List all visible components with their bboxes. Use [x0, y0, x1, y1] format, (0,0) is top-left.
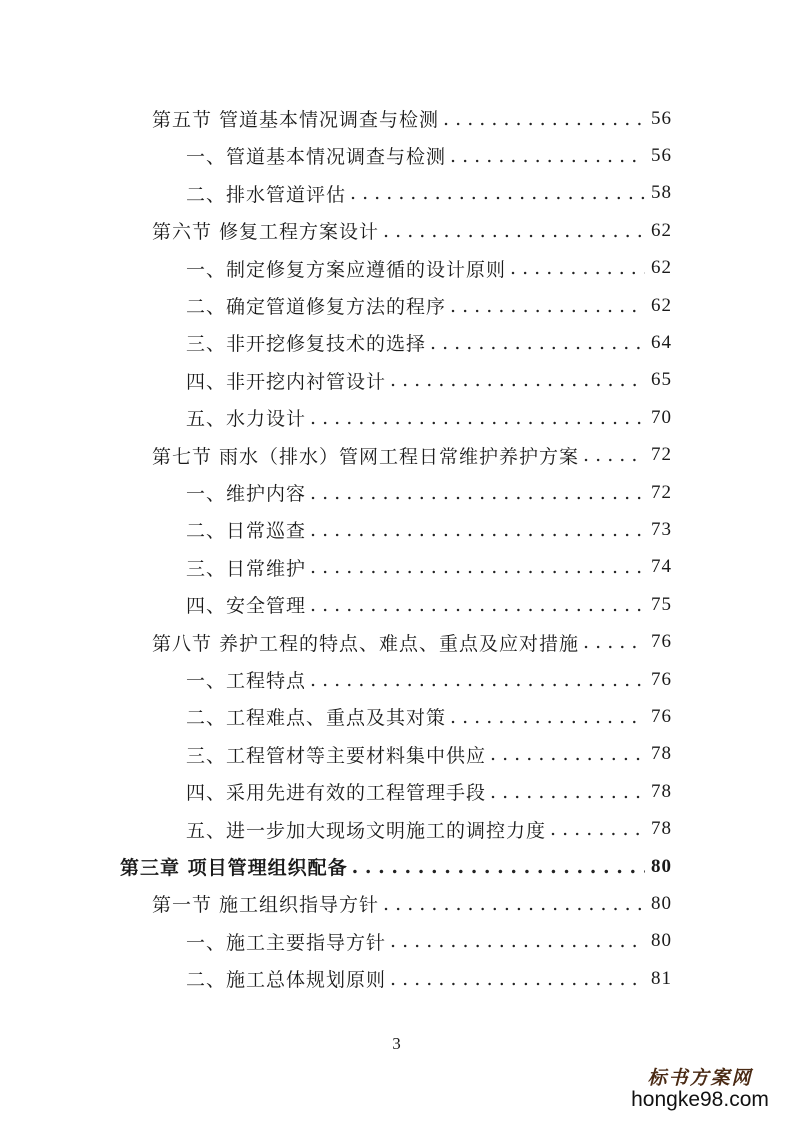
toc-leader-dots [450, 295, 645, 317]
toc-entry-label: 二、施工总体规划原则 [186, 969, 387, 992]
page-number: 3 [392, 1034, 401, 1053]
toc-entry-label: 一、制定修复方案应遵循的设计原则 [186, 258, 507, 281]
toc-entry-page: 76 [651, 631, 672, 653]
toc-entry-page: 78 [651, 780, 672, 802]
toc-entry-item[interactable] [186, 175, 672, 212]
toc-leader-dots [443, 108, 645, 130]
toc-entry-item[interactable] [186, 324, 672, 361]
toc-entry-item[interactable] [186, 811, 672, 848]
toc-entry-label: 五、进一步加大现场文明施工的调控力度 [186, 819, 547, 842]
toc-entry-label: 第六节 修复工程方案设计 [152, 221, 380, 244]
toc-entry-page: 81 [651, 967, 672, 989]
toc-entry-label: 一、工程特点 [186, 670, 307, 692]
toc-leader-dots [310, 407, 645, 429]
toc-entry-label: 第五节 管道基本情况调查与检测 [152, 109, 440, 131]
toc-entry-page: 72 [651, 444, 672, 466]
toc-leader-dots [450, 706, 645, 728]
toc-entry-item[interactable] [186, 250, 672, 287]
toc-leader-dots [550, 818, 645, 840]
toc-entry-page: 64 [651, 331, 672, 353]
toc-leader-dots [390, 369, 645, 391]
toc-entry-label: 二、日常巡查 [186, 520, 307, 543]
toc-entry-label: 四、安全管理 [186, 595, 307, 618]
toc-entry-chapter[interactable] [120, 848, 672, 885]
toc-leader-dots [583, 444, 645, 466]
toc-entry-page: 80 [651, 855, 672, 877]
toc-entry-item[interactable] [186, 586, 672, 623]
toc-entry-item[interactable] [186, 287, 672, 324]
toc-entry-item[interactable] [186, 399, 672, 436]
toc-entry-page: 72 [651, 481, 672, 503]
toc-entry-page: 80 [651, 930, 672, 952]
toc-entry-label: 五、水力设计 [186, 408, 307, 431]
toc-entry-item[interactable] [186, 661, 672, 698]
toc-leader-dots [383, 893, 645, 915]
toc-entry-label: 第三章 项目管理组织配备 [120, 857, 348, 879]
toc-entry-page: 56 [651, 107, 672, 129]
toc-entry-section[interactable] [152, 624, 672, 661]
toc-entry-item[interactable] [186, 736, 672, 773]
toc-entry-page: 80 [651, 892, 672, 914]
toc-entry-section[interactable] [152, 100, 672, 137]
toc-entry-section[interactable] [152, 437, 672, 474]
toc-entry-page: 62 [651, 257, 672, 279]
toc-entry-page: 56 [651, 144, 672, 166]
toc-entry-label: 一、施工主要指导方针 [186, 931, 387, 954]
toc-leader-dots [310, 519, 645, 541]
toc-leader-dots [383, 220, 645, 242]
watermark-cn-text: 标书方案网 [647, 1067, 753, 1089]
toc-entry-label: 一、管道基本情况调查与检测 [186, 146, 447, 169]
toc-entry-item[interactable] [186, 698, 672, 735]
toc-leader-dots [390, 930, 645, 952]
watermark-logo [625, 1063, 775, 1112]
toc-entry-page: 73 [651, 518, 672, 540]
toc-entry-page: 75 [651, 593, 672, 615]
toc-entry-item[interactable] [186, 474, 672, 511]
toc-entry-item[interactable] [186, 362, 672, 399]
toc-leader-dots [390, 968, 645, 990]
toc-entry-page: 70 [651, 406, 672, 428]
toc-entry-item[interactable] [186, 549, 672, 586]
toc-entry-page: 78 [651, 818, 672, 840]
toc-entry-page: 74 [651, 556, 672, 578]
toc-leader-dots [350, 182, 645, 204]
toc-leader-dots [352, 856, 645, 878]
toc-entry-item[interactable] [186, 137, 672, 174]
toc-entry-page: 62 [651, 294, 672, 316]
toc-entry-item[interactable] [186, 511, 672, 548]
toc-leader-dots [510, 257, 645, 279]
toc-entry-label: 二、工程难点、重点及其对策 [186, 707, 447, 730]
watermark-en-text: hongke98.com [631, 1088, 769, 1111]
toc-entry-page: 76 [651, 668, 672, 690]
toc-entry-label: 第八节 养护工程的特点、难点、重点及应对措施 [152, 632, 580, 655]
toc-entry-item[interactable] [186, 773, 672, 810]
toc-entry-section[interactable] [152, 885, 672, 922]
toc-entry-label: 二、排水管道评估 [186, 183, 347, 206]
toc-entry-section[interactable] [152, 212, 672, 249]
toc-leader-dots [583, 631, 645, 653]
toc-entry-label: 第一节 施工组织指导方针 [152, 894, 380, 917]
toc-entry-label: 三、非开挖修复技术的选择 [186, 333, 427, 356]
toc-entry-label: 第七节 雨水（排水）管网工程日常维护养护方案 [152, 445, 580, 468]
toc-leader-dots [310, 482, 645, 504]
toc-entry-page: 78 [651, 743, 672, 765]
toc-leader-dots [310, 556, 645, 578]
toc-entry-label: 三、日常维护 [186, 557, 307, 580]
toc-entry-page: 58 [651, 182, 672, 204]
toc-leader-dots [490, 743, 645, 765]
toc-entry-item[interactable] [186, 960, 672, 997]
toc-entry-item[interactable] [186, 923, 672, 960]
toc-leader-dots [450, 145, 645, 167]
toc-entry-label: 四、非开挖内衬管设计 [186, 370, 387, 393]
toc-leader-dots [430, 332, 645, 354]
toc-entry-page: 65 [651, 369, 672, 391]
toc-leader-dots [490, 781, 645, 803]
toc-leader-dots [310, 669, 645, 691]
toc-entry-page: 62 [651, 219, 672, 241]
toc-leader-dots [310, 594, 645, 616]
toc-entry-label: 三、工程管材等主要材料集中供应 [186, 744, 487, 767]
toc-entry-label: 一、维护内容 [186, 483, 307, 505]
toc-entry-label: 四、采用先进有效的工程管理手段 [186, 782, 487, 805]
toc-entry-page: 76 [651, 705, 672, 727]
toc-entry-label: 二、确定管道修复方法的程序 [186, 296, 447, 318]
